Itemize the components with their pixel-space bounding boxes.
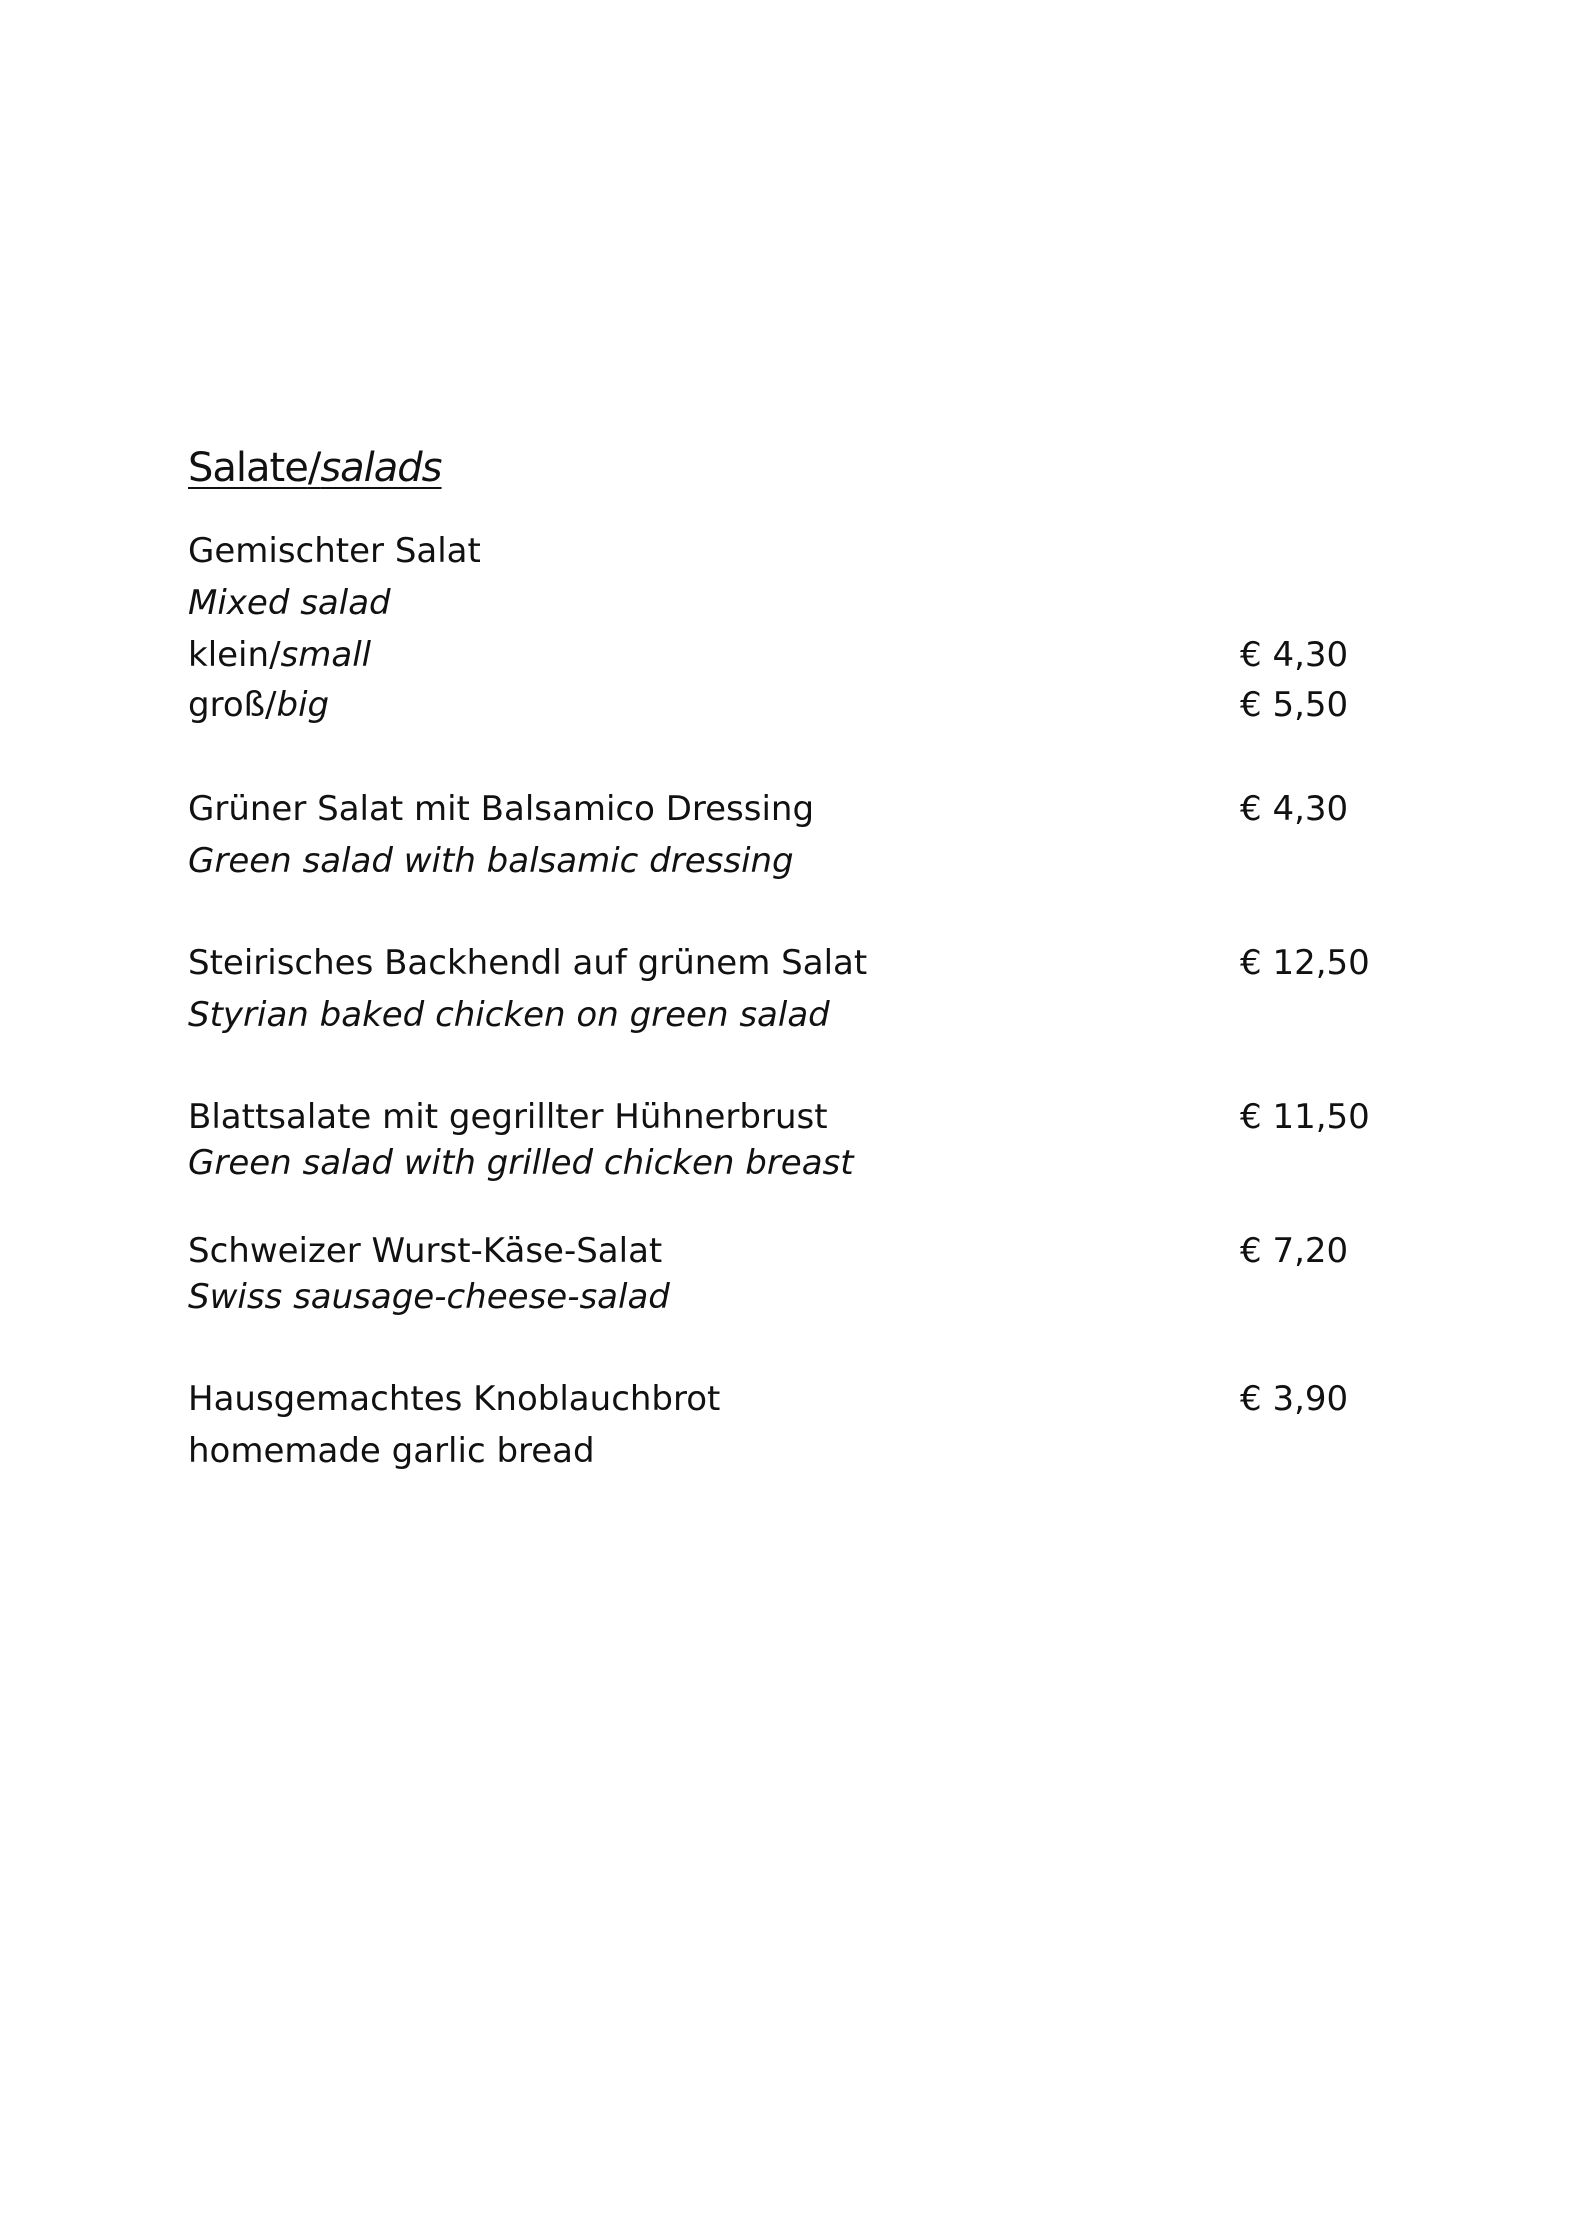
item-price: € 4,30: [1240, 635, 1349, 675]
item-name-de: Schweizer Wurst-Käse-Salat: [188, 1231, 663, 1271]
section-title-en: salads: [320, 445, 442, 491]
item-price: € 4,30: [1240, 789, 1349, 829]
size-label-de: groß: [188, 685, 266, 725]
size-option-small: [188, 632, 371, 678]
item-price: € 5,50: [1240, 685, 1349, 725]
item-name-de: Blattsalate mit gegrillter Hühnerbrust: [188, 1097, 828, 1137]
item-name-de: Grüner Salat mit Balsamico Dressing: [188, 789, 815, 829]
item-price: € 11,50: [1240, 1097, 1370, 1137]
item-name-de: Gemischter Salat: [188, 531, 481, 571]
size-separator: /: [269, 635, 281, 675]
item-price: € 7,20: [1240, 1231, 1349, 1271]
size-label-de: klein: [188, 635, 270, 675]
item-price: € 12,50: [1240, 943, 1370, 983]
size-label-en: big: [276, 685, 330, 725]
item-name-en: Styrian baked chicken on green salad: [188, 995, 830, 1035]
size-label-en: small: [280, 635, 372, 675]
item-name-en: Mixed salad: [188, 583, 391, 623]
section-title-de: Salate: [188, 445, 308, 491]
size-separator: /: [265, 685, 277, 725]
size-option-big: [188, 682, 329, 728]
item-price: € 3,90: [1240, 1379, 1349, 1419]
section-title: [188, 440, 442, 496]
item-name-en: Green salad with balsamic dressing: [188, 841, 794, 881]
item-name-en: Green salad with grilled chicken breast: [188, 1143, 854, 1183]
section-title-separator: /: [307, 445, 321, 491]
item-name-de: Hausgemachtes Knoblauchbrot: [188, 1379, 721, 1419]
item-name-en: Swiss sausage-cheese-salad: [188, 1277, 670, 1317]
item-name-de: Steirisches Backhendl auf grünem Salat: [188, 943, 868, 983]
item-name-en: homemade garlic bread: [188, 1431, 595, 1471]
